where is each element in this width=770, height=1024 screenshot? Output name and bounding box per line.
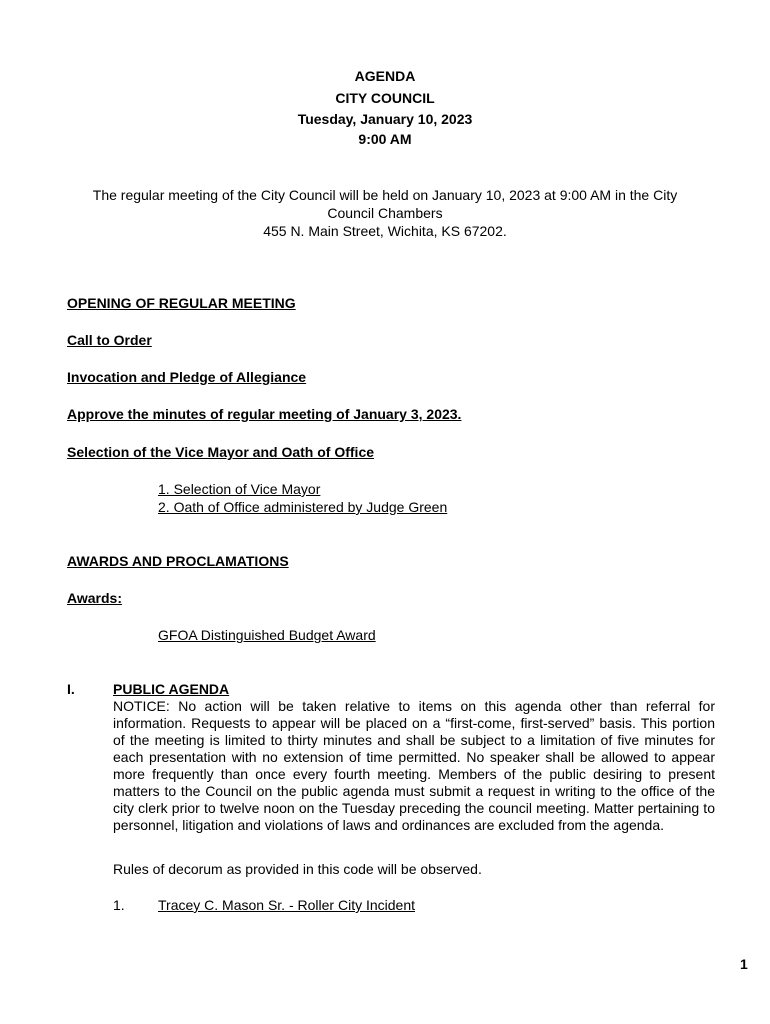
meeting-time: 9:00 AM [358,131,412,147]
section-awards-proclamations: AWARDS AND PROCLAMATIONS [67,553,289,569]
public-agenda-numeral: I. [67,681,75,697]
section-vice-mayor: Selection of the Vice Mayor and Oath of Office [67,444,375,460]
agenda-title: AGENDA [354,68,416,84]
section-opening: OPENING OF REGULAR MEETING [67,295,296,311]
public-agenda-item-1: Tracey C. Mason Sr. - Roller City Incident [158,897,416,913]
awards-label: Awards: [67,590,122,606]
rules-of-decorum: Rules of decorum as provided in this code will be observed. [113,861,482,877]
intro-address: 455 N. Main Street, Wichita, KS 67202. [263,223,507,239]
award-item: GFOA Distinguished Budget Award [158,627,376,643]
section-call-to-order: Call to Order [67,332,152,348]
meeting-date: Tuesday, January 10, 2023 [297,111,473,127]
vice-mayor-item-1: 1. Selection of Vice Mayor [158,481,321,497]
intro-line-1: The regular meeting of the City Council will be held on January 10, 2023 at 9:00 AM in the City [92,187,678,203]
section-invocation: Invocation and Pledge of Allegiance [67,369,307,385]
public-agenda-title: PUBLIC AGENDA [113,681,230,697]
section-approve-minutes: Approve the minutes of regular meeting of January 3, 2023. [67,406,462,422]
public-agenda-notice: NOTICE: No action will be taken relative to items on this agenda other than referral for information. Requests to appear will be placed on a “first-come, first-served” basis. This portion of the meeting is limited to thirty minutes and shall be subject to a limitation of five minutes for each presentation with no extension of time permitted. No speaker shall be allowed to appear more frequently than once every fourth meeting. Members of the public desiring to present matters to the Council on the public agenda must submit a request in writing to the office of the city clerk prior to twelve noon on the Tuesday preceding the council meeting. Matter pertaining to personnel, litigation and violations of laws and ordinances are excluded from the agenda. [113,698,715,833]
council-title: CITY COUNCIL [335,90,435,106]
intro-line-2: Council Chambers [327,205,443,221]
page-number: 1 [740,956,748,972]
vice-mayor-item-2: 2. Oath of Office administered by Judge Green [158,499,448,515]
public-agenda-item-number: 1. [113,897,125,913]
